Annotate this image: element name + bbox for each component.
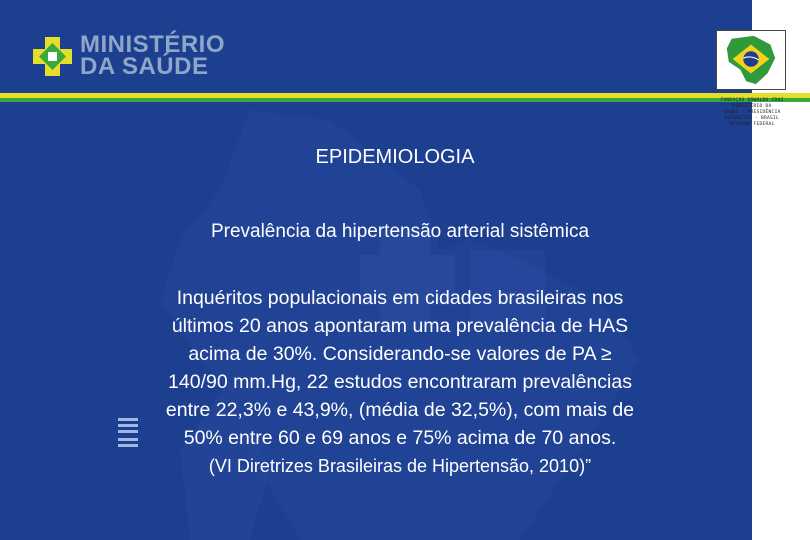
ministerio-da-saude-logo <box>30 32 230 82</box>
header-stripe <box>0 93 810 102</box>
body-line: acima de 30%. Considerando-se valores de PA ≥ <box>188 343 612 365</box>
logo-line-1: MINISTÉRIO <box>80 31 226 58</box>
body-line: 140/90 mm.Hg, 22 estudos encontraram prevalências <box>168 371 632 393</box>
seal-caption-line: GOVERNO FEDERAL <box>729 122 775 127</box>
brazil-flag-seal <box>716 30 786 90</box>
seal-caption <box>716 98 788 128</box>
body-line: 50% entre 60 e 69 anos e 75% acima de 70 anos. <box>183 427 617 449</box>
citation: (VI Diretrizes Brasileiras de Hipertensão, 2010)” <box>208 456 592 476</box>
seal-caption-line: MINISTÉRIO DA <box>732 104 772 109</box>
body-line: Inquéritos populacionais em cidades brasileiras nos <box>176 287 624 309</box>
body-line: entre 22,3% e 43,9%, (média de 32,5%), com mais de <box>165 399 635 421</box>
seal-caption-line: SAÚDE · PRESIDÊNCIA <box>723 110 781 115</box>
green-stripe <box>0 98 810 102</box>
logo-text <box>80 31 226 80</box>
seal-caption-line: REPÚBLICA · BRASIL <box>724 116 780 121</box>
logo-line-2: DA SAÚDE <box>80 53 209 80</box>
slide-subtitle: Prevalência da hipertensão arterial sistêmica <box>210 221 590 242</box>
seal-caption-line: FUNDAÇÃO OSWALDO CRUZ <box>720 98 784 103</box>
body-line: últimos 20 anos apontaram uma prevalência de HAS <box>171 315 629 337</box>
slide-title: EPIDEMIOLOGIA <box>315 146 475 168</box>
body-paragraph <box>100 284 700 452</box>
health-cross-icon <box>30 34 75 79</box>
